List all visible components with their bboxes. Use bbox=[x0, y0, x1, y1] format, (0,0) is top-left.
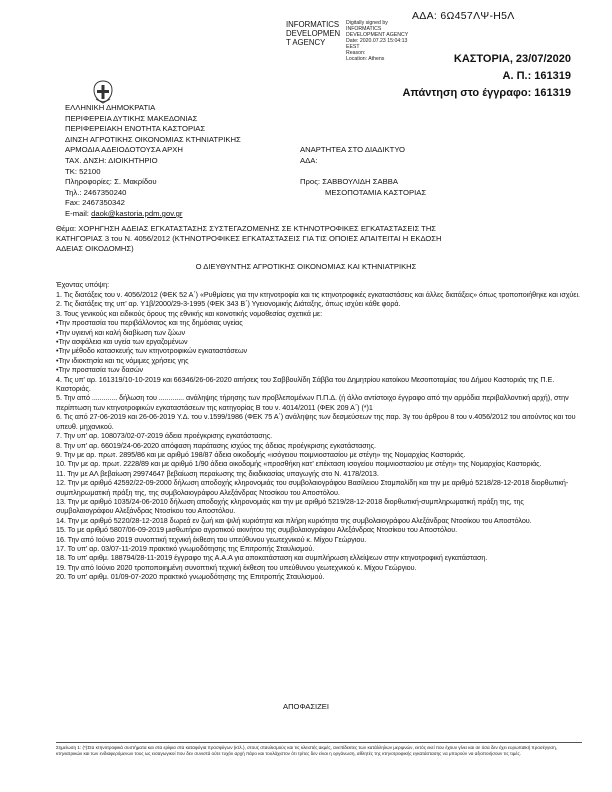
sig-line: Digitally signed by bbox=[346, 20, 388, 26]
list-item: •Την μέθοδο κατασκευής των κτηνοτροφικών εγκαταστάσεων bbox=[56, 346, 248, 356]
logo-line: INFORMATICS bbox=[286, 20, 340, 29]
email-link[interactable]: daok@kastoria.pdm.gov.gr bbox=[91, 208, 183, 218]
list-item: •Την προστασία του περιβάλλοντος και της δημόσιας υγείας bbox=[56, 318, 243, 328]
sender-line: ΕΛΛΗΝΙΚΗ ΔΗΜΟΚΡΑΤΙΑ bbox=[65, 103, 156, 112]
sender-line: Fax: 2467350342 bbox=[65, 198, 125, 208]
email-label: E-mail: bbox=[65, 208, 89, 218]
list-item: 11. Την με ΑΛ βεβαίωση 29974647 βεβαίωση περαίωσης της διαδικασίας υπαγωγής στο Ν. 4178/2013. bbox=[56, 468, 379, 478]
digital-signature-details bbox=[346, 20, 408, 62]
list-item: 18. Το υπ' αριθμ. 188794/28-11-2019 έγγραφο της Α.Α.Α για αποκατάσταση και συμπλήρωση ελλείψεων στην κτηνοτροφική εγκατάσταση. bbox=[56, 553, 488, 563]
sender-line: ΠΕΡΙΦΕΡΕΙΑΚΗ ΕΝΟΤΗΤΑ ΚΑΣΤΟΡΙΑΣ bbox=[65, 124, 206, 134]
sender-line: Πληροφορίες: Σ. Μακρίδου bbox=[65, 177, 157, 187]
sender-line: ΤΑΧ. ΔΝΣΗ: ΔΙΟΙΚΗΤΗΡΙΟ bbox=[65, 155, 158, 165]
sig-line: EEST bbox=[346, 44, 360, 50]
list-item: 20. Το υπ' αριθμ. 01/09-07-2020 πρακτικό γνωμοδότησης της Επιτροπής Σταυλισμού. bbox=[56, 572, 325, 582]
subject-line: Θέμα: ΧΟΡΗΓΗΣΗ ΑΔΕΙΑΣ ΕΓΚΑΤΑΣΤΑΣΗΣ ΣΥΣΤΕΓΑΖΟΜΕΝΗΣ ΣΕ ΚΤΗΝΟΤΡΟΦΙΚΕΣ ΕΓΚΑΤΑΣΤΑΣΕΙΣ ΤΗΣ bbox=[56, 224, 436, 233]
footnote: Σημείωση 1: (*)Στα κτηνοτροφικά συστήματα και στα ερίφια στα καταφύγια προσφύγων (κτλ.), στους σταυλισμούς και τις κλειστές ακμές, ανεπίδεκτες των κατάλληλων μεριμνών, εκτός εκεί που έχουν γίνει και σε όσα δεν έχει ευρωπαϊκή προσέγγιση, κτηνιατρικών και των ενδιαφερόμενων τους ως εισαγωγικοί που δεν συνιστά ούτε τυχόν αρχή πάρο και τουλάχιστον ότι τρίτες δεν είναι η οργάνωση, αθλητές της κτηνοτροφικής εγκατάστασης να μπορούν να αξιοποιήσουν τις τιμές. bbox=[56, 745, 558, 756]
recipient-name-row bbox=[300, 177, 426, 188]
list-item: 3. Τους γενικούς και ειδικούς όρους της εθνικής και κοινοτικής νομοθεσίας σχετικά με: bbox=[56, 308, 323, 318]
sig-line: Reason: bbox=[346, 50, 366, 56]
director-title: Ο ΔΙΕΥΘΥΝΤΗΣ ΑΓΡΟΤΙΚΗΣ ΟΙΚΟΝΟΜΙΑΣ ΚΑΙ ΚΤΗΝΙΑΤΡΙΚΗΣ bbox=[195, 262, 417, 271]
list-item: 5. Την από ............. δήλωση του ............. ανάληψης τήρησης των προβλεπομένων Π.Π.Δ. (ή άλλο αντίστοιχο έγγραφο από την αρμόδια περιβαλλοντική αρχή), στην περίπτωση των κτηνοτροφικών εγκαταστάσεων της κατηγορίας Β του ν. 4014/2011 (ΦΕΚ 209 Α΄) (*)1 bbox=[56, 393, 569, 412]
sender-line: ΤΚ: 52100 bbox=[65, 166, 101, 176]
list-item: 14. Την με αριθμό 5220/28-12-2018 δωρεά εν ζωή και ψιλή κυριότητα και πλήρη κυριότητα της συμβολαιογράφου Αλεξάνδρας Ντοσίκου του Αποστόλου. bbox=[56, 515, 532, 525]
protocol-number: Α. Π.: 161319 bbox=[502, 70, 571, 82]
recipient-prefix: Προς: bbox=[300, 177, 321, 186]
list-item: 17. Το υπ' αρ. 03/07-11-2019 πρακτικό γνωμοδότησης της Επιτροπής Σταυλισμού. bbox=[56, 543, 315, 553]
sig-line: INFORMATICS bbox=[346, 26, 382, 32]
email-row bbox=[65, 209, 241, 220]
list-item: 19. Την από Ιούνιο 2020 τροποποιημένη συνοπτική τεχνική έκθεση του υπεύθυνου γεωτεχνικού κ. Μίχου Γεώργιου. bbox=[56, 562, 417, 572]
list-item: 1. Τις διατάξεις του ν. 4056/2012 (ΦΕΚ 52 Α΄) «Ρυθμίσεις για την κτηνοτροφία και τις κτηνοτροφικές εγκαταστάσεις και άλλες διατάξεις» όπως τροποποιήθηκε και ισχύει. bbox=[56, 290, 580, 299]
posting-line: ΑΝΑΡΤΗΤΕΑ ΣΤΟ ΔΙΑΔΙΚΤΥΟ bbox=[300, 145, 406, 154]
sig-line: Location: Athens bbox=[346, 56, 385, 62]
list-item: 16. Την από Ιούνιο 2019 συνοπτική τεχνική έκθεση του υπεύθυνου γεωτεχνικού κ. Μίχου Γεώργιου. bbox=[56, 534, 367, 544]
footnote-divider bbox=[56, 742, 582, 743]
list-item: 7. Την υπ' αρ. 108073/02-07-2019 άδεια προέγκρισης εγκατάστασης. bbox=[56, 431, 273, 441]
list-item: 6. Τις από 27-06-2019 και 26-06-2019 Υ.Δ. του ν.1599/1986 (ΦΕΚ 75 Α΄) ανάληψης των δεσμεύσεων της παρ. 3γ του άρθρου 8 του ν.4056/2012 του αιτούντος και του υπευθ. μηχανικού. bbox=[56, 412, 576, 431]
considering-list bbox=[56, 290, 582, 582]
decision-label: ΑΠΟΦΑΣΙΖΕΙ bbox=[283, 702, 329, 711]
list-item: 4. Τις υπ' αρ. 161319/10-10-2019 και 66346/26-06-2020 αιτήσεις του Σαββουλίδη Σάββα του Δημητρίου κατοίκου Μεσοποταμίας του Δήμου Καστοριάς της Π.Ε. Καστοριάς. bbox=[56, 374, 555, 394]
subject-line: ΚΑΤΗΓΟΡΙΑΣ 3 του Ν. 4056/2012 (ΚΤΗΝΟΤΡΟΦΙΚΕΣ ΕΓΚΑΤΑΣΤΑΣΕΙΣ ΓΙΑ ΤΙΣ ΟΠΟΙΕΣ ΑΠΑΙΤΕΙΤΑΙ Η ΕΚΔΟΣΗ bbox=[56, 234, 442, 244]
list-item: 15. Το με αριθμό 5807/06-09-2019 μισθωτήριο αγροτικού ακινήτου της συμβολαιογράφου Αλεξάνδρας Ντοσίκου του Αποστόλου. bbox=[56, 525, 458, 535]
sender-line: ΑΡΜΟΔΙΑ ΑΔΕΙΟΔΟΤΟΥΣΑ ΑΡΧΗ bbox=[65, 145, 183, 155]
list-item: •Την ασφάλεια και υγεία των εργαζομένων bbox=[56, 337, 188, 347]
logo-line: T AGENCY bbox=[286, 38, 326, 47]
subject-block bbox=[56, 224, 441, 255]
greek-emblem-icon bbox=[92, 80, 114, 104]
list-item: •Την ιδιοκτησία και τις νόμιμες χρήσεις γης bbox=[56, 355, 189, 365]
subject-line: ΑΔΕΙΑΣ ΟΙΚΟΔΟΜΗΣ) bbox=[56, 244, 134, 254]
posting-block bbox=[300, 145, 405, 166]
recipient-block bbox=[300, 177, 426, 198]
sender-block bbox=[65, 103, 241, 220]
place-date: ΚΑΣΤΟΡΙΑ, 23/07/2020 bbox=[453, 53, 571, 65]
posting-ada: ΑΔΑ: bbox=[300, 155, 318, 165]
sig-line: Date: 2020.07.23 15:04:13 bbox=[346, 38, 408, 44]
recipient-address: ΜΕΣΟΠΟΤΑΜΙΑ ΚΑΣΤΟΡΙΑΣ bbox=[325, 187, 427, 197]
list-item: 9. Την με αρ. πρωτ. 2895/86 και με αριθμό 198/87 άδεια οικοδομής «ισόγειου ποιμνιοστασίου με στέγη» της Νομαρχίας Καστοριάς. bbox=[56, 449, 466, 459]
logo-line: DEVELOPMEN bbox=[286, 29, 341, 38]
sender-line: ΠΕΡΙΦΕΡΕΙΑ ΔΥΤΙΚΗΣ ΜΑΚΕΔΟΝΙΑΣ bbox=[65, 113, 198, 123]
list-item: 13. Την με αριθμό 1035/24-06-2010 δήλωση αποδοχής κληρονομιάς και την με αριθμό 5219/28-12-2018 διορθωτική-συμπληρωματική πράξη της, της συμβολαιογράφου Αλεξάνδρας Ντοσίκου του Αποστόλου. bbox=[56, 496, 524, 516]
list-item: 8. Την υπ' αρ. 66019/24-06-2020 απόφαση παράτασης ισχύος της άδειας προέγκρισης εγκατάστασης. bbox=[56, 440, 376, 450]
sender-line: ΔΙΝΣΗ ΑΓΡΟΤΙΚΗΣ ΟΙΚΟΝΟΜΙΑΣ ΚΤΗΝΙΑΤΡΙΚΗΣ bbox=[65, 134, 241, 144]
signature-logo-text bbox=[286, 20, 340, 47]
sig-line: DEVELOPMENT AGENCY bbox=[346, 32, 409, 38]
list-item: 10. Την με αρ. πρωτ. 2228/89 και με αριθμό 1/90 άδεια οικοδομής «προσθήκη κατ' επέκταση ισογείου ποιμνιοστασίου με στέγη» της Νομαρχίας Καστοριάς. bbox=[56, 459, 542, 469]
recipient-name: ΣΑΒΒΟΥΛΙΔΗ ΣΑΒΒΑ bbox=[322, 177, 398, 186]
list-item: •Την προστασία των δασών bbox=[56, 365, 144, 375]
reply-to-document: Απάντηση στο έγγραφο: 161319 bbox=[402, 87, 571, 99]
list-item: 12. Την με αριθμό 42592/22-09-2000 δήλωση αποδοχής κληρονομιάς του συμβολαιογράφου Βασίλειου Σταμπολίδη και την με αριθμό 5218/28-12-2018 διορθωτική-συμπληρωματική πράξη της, της συμβολαιογράφου Αλεξάνδρας Ντοσίκου του Αποστόλου. bbox=[56, 478, 569, 497]
list-item: •Την υγιεινή και καλή διαβίωση των ζώων bbox=[56, 327, 186, 337]
considering-label: Έχοντας υπόψη: bbox=[56, 280, 110, 289]
list-item: 2. Τις διατάξεις της υπ' αρ. Υ1β/2000/29-3-1995 (ΦΕΚ 343 Β΄) Υγειονομικής Διάταξης, όπως ισχύει κάθε φορά. bbox=[56, 299, 401, 309]
ada-number: ΑΔΑ: 6Ω457ΛΨ-Η5Λ bbox=[412, 10, 515, 22]
sender-line: Τηλ.: 2467350240 bbox=[65, 187, 127, 197]
